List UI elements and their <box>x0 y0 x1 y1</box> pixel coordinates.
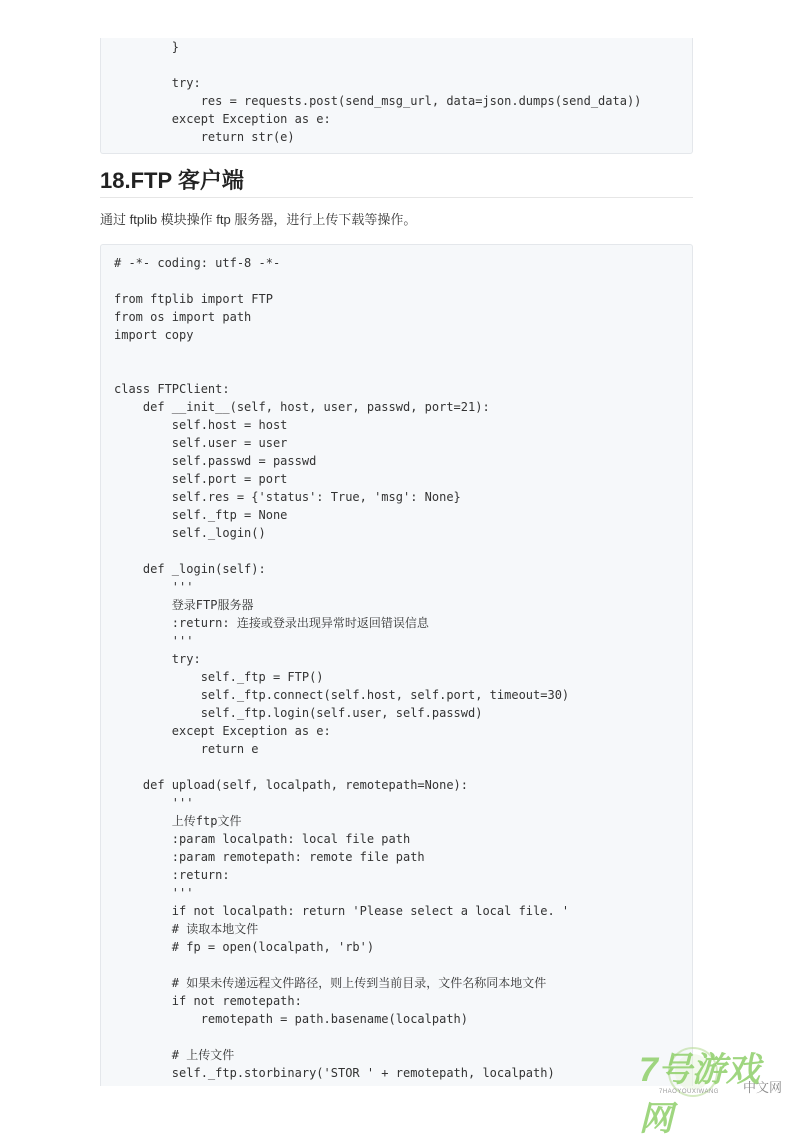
code-line: ''' <box>114 796 194 810</box>
code-line: def upload(self, localpath, remotepath=None): <box>114 778 469 792</box>
code-line: :return: <box>114 868 230 882</box>
code-line: 登录FTP服务器 <box>114 598 254 612</box>
code-line: self.res = {'status': True, 'msg': None} <box>114 490 461 504</box>
code-lines <box>114 38 641 146</box>
code-lines <box>114 254 569 1082</box>
code-line: self._ftp.storbinary('STOR ' + remotepath, localpath) <box>114 1066 555 1080</box>
code-line: ''' <box>114 886 194 900</box>
code-line: remotepath = path.basename(localpath) <box>114 1012 469 1026</box>
code-line: def __init__(self, host, user, passwd, port=21): <box>114 400 490 414</box>
code-line: if not remotepath: <box>114 994 302 1008</box>
code-line: :return: 连接或登录出现异常时返回错误信息 <box>114 616 429 630</box>
code-line: self.passwd = passwd <box>114 454 317 468</box>
code-line: self._ftp = None <box>114 508 288 522</box>
code-line <box>114 56 641 74</box>
code-line: ''' <box>114 580 194 594</box>
code-line: if not localpath: return 'Please select a local file. ' <box>114 904 570 918</box>
code-line: return e <box>114 742 259 756</box>
code-line: import copy <box>114 328 194 342</box>
code-line <box>114 344 569 362</box>
code-line: self._ftp.login(self.user, self.passwd) <box>114 706 483 720</box>
code-line: :param remotepath: remote file path <box>114 850 425 864</box>
intro-paragraph: 通过 ftplib 模块操作 ftp 服务器，进行上传下载等操作。 <box>100 212 417 227</box>
code-line <box>114 362 569 380</box>
site-watermark <box>635 1040 785 1138</box>
watermark-side-text: 中文网 <box>743 1080 783 1095</box>
code-line: from os import path <box>114 310 252 324</box>
code-line: # 如果未传递远程文件路径，则上传到当前目录，文件名称同本地文件 <box>114 976 547 990</box>
code-line: # 上传文件 <box>114 1048 235 1062</box>
code-line: def _login(self): <box>114 562 266 576</box>
code-line: # 读取本地文件 <box>114 922 259 936</box>
code-line: return str(e) <box>114 130 295 144</box>
code-line <box>114 758 569 776</box>
code-line: self.port = port <box>114 472 288 486</box>
code-block-main <box>100 244 693 1086</box>
code-line: self._ftp = FTP() <box>114 670 324 684</box>
code-line: 上传ftp文件 <box>114 814 242 828</box>
code-line: try: <box>114 652 201 666</box>
section-heading: 18.FTP 客户端 <box>100 167 693 198</box>
code-line: except Exception as e: <box>114 724 331 738</box>
code-line: except Exception as e: <box>114 112 331 126</box>
code-line: ''' <box>114 634 194 648</box>
code-line: self.host = host <box>114 418 288 432</box>
watermark-logo-text: 7号游戏网 <box>639 1051 760 1138</box>
code-line: res = requests.post(send_msg_url, data=json.dumps(send_data)) <box>114 94 642 108</box>
code-line: } <box>114 40 180 54</box>
code-line: # fp = open(localpath, 'rb') <box>114 940 375 954</box>
code-line: from ftplib import FTP <box>114 292 273 306</box>
code-block-top <box>100 38 693 154</box>
code-line <box>114 542 569 560</box>
code-line: self._ftp.connect(self.host, self.port, timeout=30) <box>114 688 570 702</box>
code-line: :param localpath: local file path <box>114 832 411 846</box>
code-line: class FTPClient: <box>114 382 230 396</box>
watermark-sub-text: 7HAOYOUXIWANG <box>659 1089 719 1095</box>
code-line: try: <box>114 76 201 90</box>
code-line: self.user = user <box>114 436 288 450</box>
code-line <box>114 956 569 974</box>
code-line: self._login() <box>114 526 266 540</box>
code-line <box>114 1028 569 1046</box>
code-line: # -*- coding: utf-8 -*- <box>114 256 281 270</box>
code-line <box>114 272 569 290</box>
